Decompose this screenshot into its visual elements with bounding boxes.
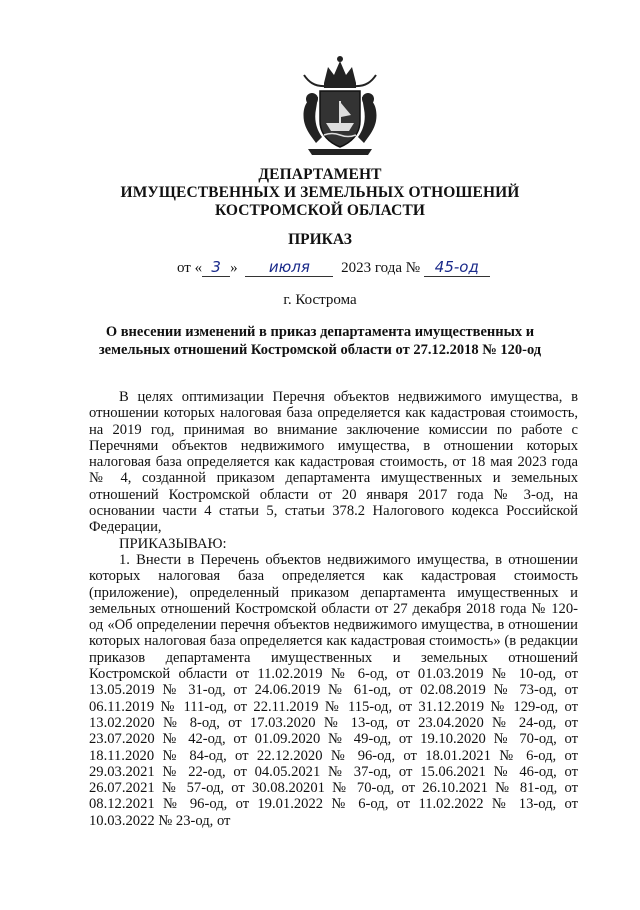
subject-line: О внесении изменений в приказ департамента имущественных и	[105, 324, 535, 340]
order-word: ПРИКАЗЫВАЮ:	[119, 535, 227, 552]
preamble-paragraph: В целях оптимизации Перечня объектов недвижимого имущества, в отношении которых налоговая база определяется как кадастровая стоимость, на 2019 год, принимая во внимание заключение комиссии по работе с Перечнями объектов недвижимого имущества, в отношении которых налоговая база определяется как кадастровая стоимость, от 18 мая 2023 года № 4, созданной приказом департамента имущественных и земельных отношений Костромской области от 20 января 2017 года № 3-од, на основании части 4 статьи 5, статьи 378.2 Налогового кодекса Российской Федерации,	[89, 389, 578, 536]
subject-line: земельных отношений Костромской области от 27.12.2018 № 120-од	[98, 342, 542, 358]
date-prefix: от «	[177, 260, 203, 276]
department-line: ИМУЩЕСТВЕННЫХ И ЗЕМЕЛЬНЫХ ОТНОШЕНИЙ	[120, 184, 520, 201]
department-name	[0, 166, 640, 220]
department-line: ДЕПАРТАМЕНТ	[258, 166, 382, 183]
order-item-paragraph: 1. Внести в Перечень объектов недвижимого имущества, в отношении которых налоговая база определяется как кадастровая стоимость (приложение), определенный приказом департамента имущественных и земельных отношений Костромской области от 27 декабря 2018 года № 120-од «Об определении перечня объектов недвижимого имущества, в отношении которых налоговая база определяется как кадастровая стоимость» (в редакции приказов департамента имущественных и земельных отношений Костромской области от 11.02.2019 № 6-од, от 01.03.2019 № 10-од, от 13.05.2019 № 31-од, от 24.06.2019 № 61-од, от 02.08.2019 № 73-од, от 06.11.2019 № 111-од, от 22.11.2019 № 115-од, от 31.12.2019 № 129-од, от 13.02.2020 № 8-од, от 17.03.2020 № 13-од, от 23.04.2020 № 24-од, от 23.07.2020 № 42-од, от 01.09.2020 № 49-од, от 19.10.2020 № 70-од, от 18.11.2020 № 84-од, от 22.12.2020 № 96-од, от 18.01.2021 № 6-од, от 29.03.2021 № 22-од, от 04.05.2021 № 37-од, от 15.06.2021 № 46-од, от 26.07.2021 № 57-од, от 30.08.20201 № 70-од, от 26.10.2021 № 81-од, от 08.12.2021 № 96-од, от 19.01.2022 № 6-од, от 11.02.2022 № 13-од, от 10.03.2022 № 23-од, от	[89, 551, 578, 829]
order-number-handwritten: 45-од	[424, 258, 490, 277]
date-year: 2023 года №	[341, 260, 421, 276]
kostroma-coat-of-arms-icon	[294, 53, 386, 159]
date-quote-close: »	[230, 260, 238, 276]
city: г. Кострома	[283, 292, 357, 308]
date-month-handwritten: июля	[245, 258, 333, 277]
document-type: ПРИКАЗ	[288, 231, 352, 248]
order-body	[89, 389, 578, 829]
order-date-line	[177, 258, 490, 277]
order-subject	[0, 323, 640, 359]
department-line: КОСТРОМСКОЙ ОБЛАСТИ	[214, 202, 426, 219]
date-day-handwritten: 3	[202, 258, 230, 277]
